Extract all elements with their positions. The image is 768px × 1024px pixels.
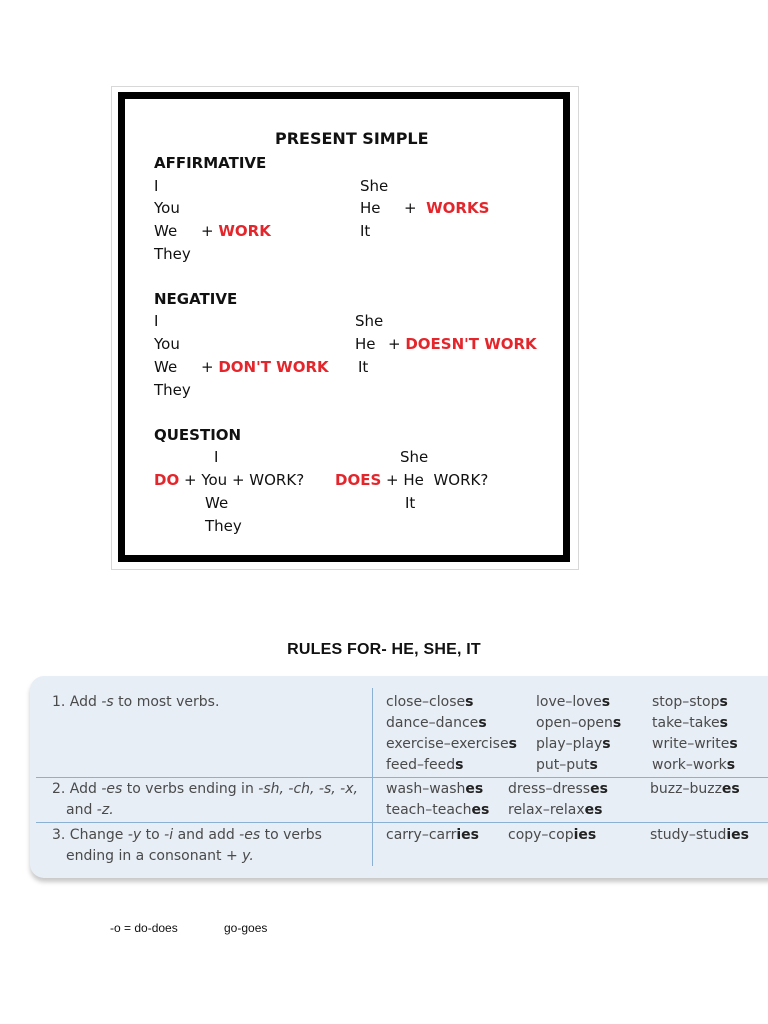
example-item: take–takes	[652, 715, 728, 731]
pronoun: He	[360, 199, 381, 217]
pronoun: It	[358, 358, 369, 376]
negative-heading: NEGATIVE	[154, 290, 238, 308]
footnote-right: go-goes	[224, 921, 268, 935]
pronoun: They	[154, 381, 191, 399]
pronoun: You	[154, 335, 180, 353]
rule-2-text-cont: and -z.	[66, 802, 114, 818]
example-item: teach–teaches	[386, 802, 490, 818]
pronoun: We	[205, 494, 229, 512]
pronoun: He	[355, 335, 376, 353]
pronoun: They	[205, 517, 242, 535]
question-heading: QUESTION	[154, 426, 242, 444]
affirmative-right-formula: + WORKS	[404, 199, 490, 217]
example-item: exercise–exercises	[386, 736, 517, 752]
negative-right-formula: + DOESN'T WORK	[388, 335, 537, 353]
example-item: study–studies	[650, 827, 750, 843]
example-item: work–works	[652, 757, 736, 773]
example-item: open–opens	[536, 715, 622, 731]
pronoun: It	[405, 494, 416, 512]
example-item: play–plays	[536, 736, 611, 752]
rules-title: RULES FOR- HE, SHE, IT	[287, 641, 481, 658]
affirmative-heading: AFFIRMATIVE	[154, 154, 267, 172]
example-item: wash–washes	[386, 781, 484, 797]
example-item: dance–dances	[386, 715, 487, 731]
affirmative-left-formula: + WORK	[201, 222, 271, 240]
pronoun: We	[154, 358, 178, 376]
rule-1-text: 1. Add -s to most verbs.	[52, 694, 220, 710]
example-item: love–loves	[536, 694, 611, 710]
example-item: stop–stops	[652, 694, 728, 710]
pronoun: I	[154, 177, 159, 195]
example-item: copy–copies	[508, 827, 597, 843]
row-divider	[36, 822, 768, 823]
present-simple-frame	[111, 86, 579, 570]
rule-2-text: 2. Add -es to verbs ending in -sh, -ch, -s, -x,	[52, 781, 358, 797]
pronoun: She	[355, 312, 384, 330]
example-item: buzz–buzzes	[650, 781, 740, 797]
question-right-formula: DOES + He WORK?	[335, 471, 489, 489]
pronoun: You	[154, 199, 180, 217]
present-simple-title: PRESENT SIMPLE	[275, 129, 429, 148]
rule-3-text: 3. Change -y to -i and add -es to verbs	[52, 827, 322, 843]
footnote-left: -o = do-does	[110, 921, 178, 935]
rules-table	[30, 676, 768, 878]
rule-3-text-cont: ending in a consonant + y.	[66, 848, 254, 864]
example-item: put–puts	[536, 757, 598, 773]
example-item: close–closes	[386, 694, 474, 710]
pronoun: She	[400, 448, 429, 466]
question-left-formula: DO + You + WORK?	[154, 471, 305, 489]
pronoun: I	[214, 448, 219, 466]
pronoun: I	[154, 312, 159, 330]
example-item: write–writes	[652, 736, 738, 752]
example-item: carry–carries	[386, 827, 480, 843]
example-item: relax–relaxes	[508, 802, 603, 818]
row-divider	[36, 777, 768, 778]
pronoun: She	[360, 177, 389, 195]
pronoun: We	[154, 222, 178, 240]
example-item: dress–dresses	[508, 781, 608, 797]
pronoun: They	[154, 245, 191, 263]
negative-left-formula: + DON'T WORK	[201, 358, 329, 376]
pronoun: It	[360, 222, 371, 240]
present-simple-box	[118, 92, 570, 562]
example-item: feed–feeds	[386, 757, 464, 773]
